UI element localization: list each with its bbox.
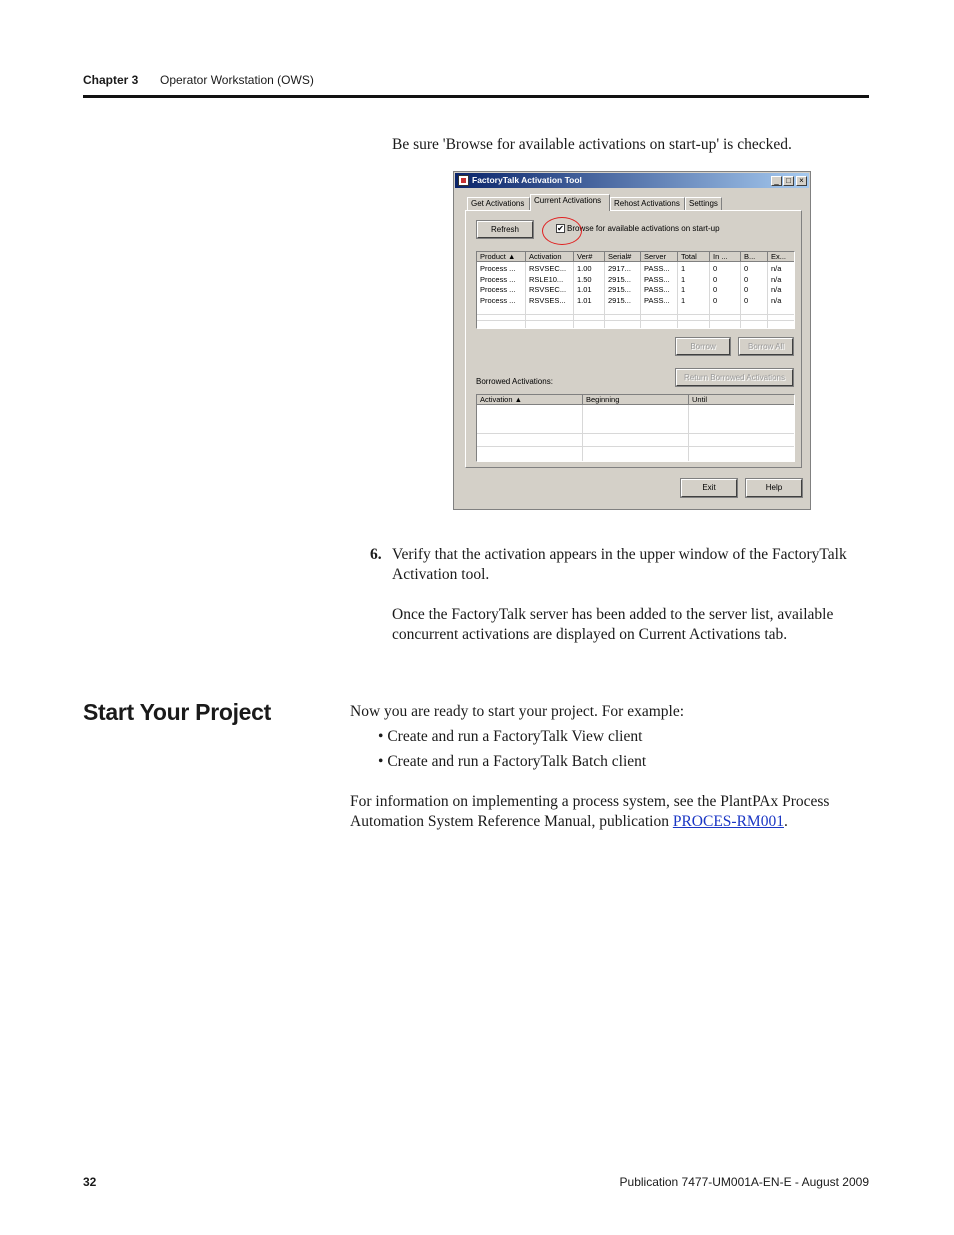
cell-expires: n/a [771, 264, 782, 273]
column-header-until[interactable]: Until [689, 395, 795, 405]
cell-serial: 2915... [608, 285, 631, 294]
cell-server: PASS... [644, 285, 670, 294]
cell-borrowed: 0 [744, 295, 749, 305]
cell-product: Process ... [480, 274, 516, 284]
bullet-item: • Create and run a FactoryTalk Batch client [378, 753, 647, 770]
cell-activation: RSVSEC... [529, 285, 567, 294]
column-header-version[interactable]: Ver# [574, 252, 605, 262]
activation-row[interactable] [477, 296, 795, 306]
cell-total: 1 [681, 285, 686, 294]
browse-checkbox[interactable]: ✔ [557, 224, 564, 233]
step-text: Verify that the activation appears in the upper window of the FactoryTalk Activation tool. [392, 546, 847, 583]
cell-in-use: 0 [713, 264, 718, 273]
refresh-button[interactable]: Refresh [477, 221, 533, 238]
help-button[interactable]: Help [746, 479, 802, 497]
cell-in-use: 0 [713, 295, 718, 305]
factorytalk-activation-dialog [453, 171, 811, 510]
column-header-product[interactable]: Product ▲ [477, 252, 526, 262]
bullet-text: Create and run a FactoryTalk View client [387, 728, 643, 745]
step-note: Once the FactoryTalk server has been added to the server list, available concurrent activations are displayed on Current Activations tab. [392, 606, 834, 643]
cell-version: 1.50 [577, 274, 592, 284]
column-header-activation[interactable]: Activation [526, 252, 574, 262]
highlight-circle [542, 217, 582, 245]
cell-product: Process ... [480, 295, 516, 305]
proces-rm001-link[interactable]: PROCES-RM001 [672, 813, 784, 830]
cell-server: PASS... [644, 264, 670, 273]
column-header-server[interactable]: Server [641, 252, 678, 262]
borrowed-activations-label: Borrowed Activations: [476, 377, 553, 386]
column-header-expires[interactable]: Ex... [768, 252, 795, 262]
header-rule [83, 95, 869, 98]
cell-total: 1 [681, 264, 686, 273]
activation-row[interactable] [477, 285, 795, 295]
column-header-activation[interactable]: Activation ▲ [477, 395, 583, 405]
cell-in-use: 0 [713, 285, 718, 294]
cell-product: Process ... [480, 285, 516, 294]
section-lead: Now you are ready to start your project. For example: [350, 703, 685, 720]
cell-serial: 2915... [608, 274, 631, 284]
activations-list[interactable] [476, 251, 795, 329]
publication-info: Publication 7477-UM001A-EN-E - August 2009 [619, 1175, 869, 1189]
info-paragraph [350, 792, 870, 832]
cell-serial: 2917... [608, 264, 631, 273]
cell-serial: 2915... [608, 295, 631, 305]
column-header-borrowed[interactable]: B... [741, 252, 768, 262]
cell-activation: RSVSES... [529, 295, 566, 305]
app-icon [458, 175, 469, 186]
dialog-titlebar [455, 173, 809, 188]
borrow-button[interactable]: Borrow [676, 338, 730, 355]
info-text: For information on implementing a process system, see the PlantPAx Process Automation System Reference Manual, publication [350, 793, 830, 830]
cell-borrowed: 0 [744, 285, 749, 294]
section-heading: Start Your Project [83, 699, 272, 725]
tab-current-activations[interactable]: Current Activations [530, 194, 610, 211]
cell-total: 1 [681, 274, 686, 284]
cell-version: 1.01 [577, 285, 592, 294]
minimize-button[interactable]: _ [771, 176, 782, 186]
cell-borrowed: 0 [744, 264, 749, 273]
tab-rehost-activations[interactable]: Rehost Activations [610, 197, 685, 210]
cell-total: 1 [681, 295, 686, 305]
cell-server: PASS... [644, 274, 670, 284]
step-number: 6. [370, 546, 382, 563]
cell-activation: RSVSEC... [529, 264, 567, 273]
bullet-item: • Create and run a FactoryTalk View client [378, 728, 643, 745]
browse-checkbox-label: Browse for available activations on start-up [567, 224, 720, 233]
cell-expires: n/a [771, 274, 782, 284]
cell-server: PASS... [644, 295, 670, 305]
column-header-in-use[interactable]: In ... [710, 252, 741, 262]
return-borrowed-button[interactable]: Return Borrowed Activations [676, 369, 793, 386]
borrow-all-button[interactable]: Borrow All [739, 338, 793, 355]
cell-product: Process ... [480, 264, 516, 273]
tab-get-activations[interactable]: Get Activations [467, 197, 530, 210]
cell-expires: n/a [771, 295, 782, 305]
cell-version: 1.00 [577, 264, 592, 273]
cell-borrowed: 0 [744, 274, 749, 284]
cell-version: 1.01 [577, 295, 592, 305]
info-suffix: . [783, 813, 788, 830]
page-number: 32 [83, 1175, 97, 1189]
borrowed-header-row [477, 395, 795, 405]
activation-row[interactable] [477, 275, 795, 285]
activations-header-row [477, 252, 795, 262]
tab-settings[interactable]: Settings [685, 197, 722, 210]
column-header-beginning[interactable]: Beginning [583, 395, 689, 405]
borrowed-activations-list[interactable] [476, 394, 795, 462]
column-header-total[interactable]: Total [678, 252, 710, 262]
dialog-title: FactoryTalk Activation Tool [472, 175, 582, 185]
chapter-label: Chapter 3 [83, 73, 139, 87]
cell-in-use: 0 [713, 274, 718, 284]
column-header-serial[interactable]: Serial# [605, 252, 641, 262]
maximize-button[interactable]: □ [783, 176, 794, 186]
bullet-text: Create and run a FactoryTalk Batch client [387, 753, 647, 770]
cell-activation: RSLE10... [529, 274, 564, 284]
close-button[interactable]: × [796, 176, 807, 186]
chapter-title: Operator Workstation (OWS) [160, 73, 314, 87]
intro-text: Be sure 'Browse for available activations on start-up' is checked. [392, 136, 792, 153]
exit-button[interactable]: Exit [681, 479, 737, 497]
cell-expires: n/a [771, 285, 782, 294]
activation-row[interactable] [477, 264, 795, 274]
